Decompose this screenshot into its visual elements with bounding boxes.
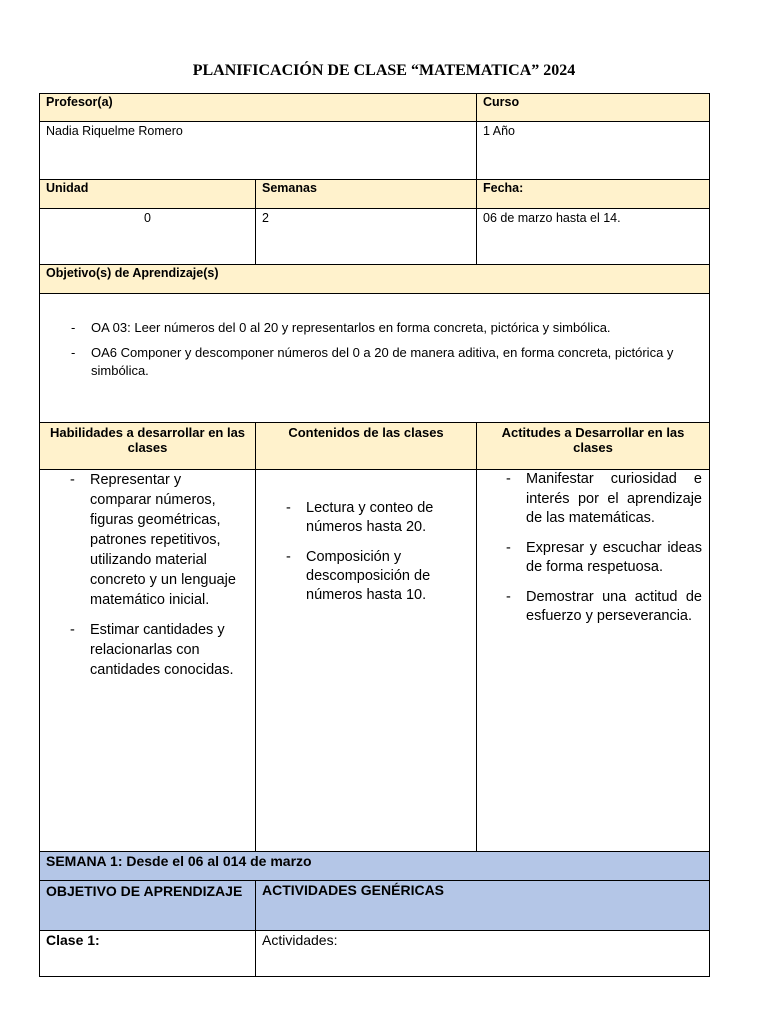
contenido-item: - Composición y descomposición de números hasta 10. bbox=[284, 548, 458, 605]
fecha-label: Fecha: bbox=[476, 179, 710, 209]
actividades-genericas-label: ACTIVIDADES GENÉRICAS bbox=[255, 880, 710, 931]
profesor-label: Profesor(a) bbox=[39, 93, 477, 122]
objetivos-label: Objetivo(s) de Aprendizaje(s) bbox=[39, 264, 710, 294]
habilidad-item: - Estimar cantidades y relacionarlas con cantidades conocidas. bbox=[68, 620, 245, 680]
actitud-item: - Expresar y escuchar ideas de forma respetuosa. bbox=[504, 539, 702, 578]
unidad-value: 0 bbox=[39, 208, 256, 265]
clase-label: Clase 1: bbox=[39, 930, 256, 977]
page-title: PLANIFICACIÓN DE CLASE “MATEMATICA” 2024 bbox=[192, 62, 576, 79]
actitudes-body bbox=[476, 469, 710, 852]
actividades-value: Actividades: bbox=[255, 930, 710, 977]
habilidades-body bbox=[39, 469, 256, 852]
unidad-label: Unidad bbox=[39, 179, 256, 209]
actitud-item: - Demostrar una actitud de esfuerzo y perseverancia. bbox=[504, 588, 702, 627]
semanas-label: Semanas bbox=[255, 179, 477, 209]
contenidos-body bbox=[255, 469, 477, 852]
objetivos-body bbox=[39, 293, 710, 423]
objetivo-item: - OA 03: Leer números del 0 al 20 y representarlos en forma concreta, pictórica y simbólica. bbox=[69, 320, 703, 335]
habilidad-item: - Representar y comparar números, figuras geométricas, patrones repetitivos, utilizando material concreto y un lenguaje matemático inicial. bbox=[68, 470, 245, 610]
curso-label: Curso bbox=[476, 93, 710, 122]
contenidos-label: Contenidos de las clases bbox=[255, 422, 477, 470]
semanas-value: 2 bbox=[255, 208, 477, 265]
semana-label: SEMANA 1: Desde el 06 al 014 de marzo bbox=[39, 851, 710, 881]
actitudes-label: Actitudes a Desarrollar en las clases bbox=[476, 422, 710, 470]
fecha-value: 06 de marzo hasta el 14. bbox=[476, 208, 710, 265]
profesor-value: Nadia Riquelme Romero bbox=[39, 121, 477, 180]
actitud-item: - Manifestar curiosidad e interés por el aprendizaje de las matemáticas. bbox=[504, 470, 702, 529]
contenido-item: - Lectura y conteo de números hasta 20. bbox=[284, 499, 458, 537]
habilidades-label: Habilidades a desarrollar en las clases bbox=[39, 422, 256, 470]
curso-value: 1 Año bbox=[476, 121, 710, 180]
objetivo-aprendizaje-label: OBJETIVO DE APRENDIZAJE bbox=[39, 880, 256, 931]
objetivo-item: - OA6 Componer y descomponer números del 0 a 20 de manera aditiva, en forma concreta, pictórica y simbólica. bbox=[69, 344, 703, 380]
